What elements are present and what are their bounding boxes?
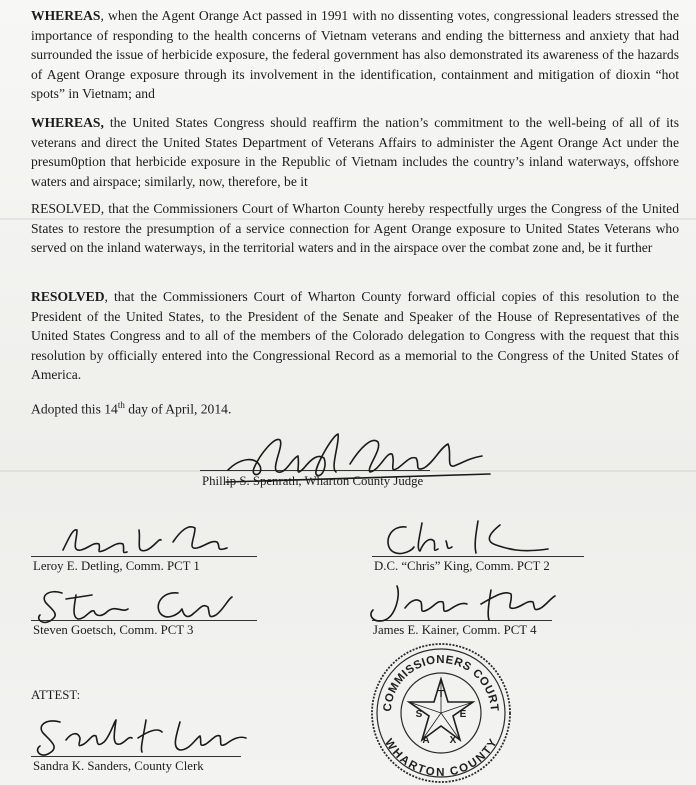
resolved-paragraph-1 bbox=[31, 199, 679, 258]
paragraph-text: , when the Agent Orange Act passed in 1991 with no dissenting votes, congressional leaders stressed the importance of responding to the health concerns of Vietnam veterans and ending the bitterness and anxiety that had surrounded the issue of herbicide exposure, the federal government has also demonstrated its awareness of the hazards of Agent Orange exposure through its involvement in the identification, containment and mitigation of dioxin “hot spots” in Vietnam; and bbox=[31, 8, 679, 102]
paragraph-text: the United States Congress should reaffirm the nation’s commitment to the well-being of all of its veterans and direct the United States Department of Veterans Affairs to administer the Agent Orange Act under the presum0ption that herbicide exposure in the Republic of Vietnam includes the country’s inland waterways, offshore waters and airspace; similarly, now, therefore, be it bbox=[31, 115, 679, 189]
pct3-signature bbox=[32, 585, 242, 627]
paragraph-text: RESOLVED, that the Commissioners Court of Wharton County hereby respectfully urges the Congress of the United States to restore the presumption of a service connection for Agent Orange exposure to United States Veterans who served on the inland waterways, in the territorial waters and in the airspace over the combat zone and, be it further bbox=[31, 201, 679, 256]
resolved-paragraph-2 bbox=[31, 287, 679, 385]
seal-letter: S bbox=[415, 709, 423, 720]
seal-letter: T bbox=[437, 689, 445, 700]
paragraph-text: , that the Commissioners Court of Wharton County forward official copies of this resolution to the President of the United States, to the President of the Senate and Speaker of the House of Representatives of the United States Congress and to all of the members of the Colorado delegation to Congress with the request that this resolution by officially entered into the Congressional Record as a memorial to the Congress of the United States of America. bbox=[31, 289, 679, 383]
seal-bottom-text: WHARTON COUNTY bbox=[382, 736, 500, 780]
pct1-signature bbox=[55, 520, 235, 562]
paragraph-lead: WHEREAS bbox=[31, 8, 101, 23]
attest-label: ATTEST: bbox=[31, 688, 81, 702]
pct4-name-label: James E. Kainer, Comm. PCT 4 bbox=[373, 623, 537, 637]
adopted-date: Adopted this 14th day of April, 2014. bbox=[31, 400, 232, 417]
pct2-signature bbox=[380, 515, 570, 565]
pct3-name-label: Steven Goetsch, Comm. PCT 3 bbox=[33, 623, 194, 637]
whereas-paragraph-2 bbox=[31, 113, 679, 191]
seal-letter: E bbox=[459, 709, 467, 720]
svg-text:WHARTON COUNTY bbox=[382, 737, 500, 779]
whereas-paragraph-1 bbox=[31, 6, 679, 104]
clerk-name-label: Sandra K. Sanders, County Clerk bbox=[33, 759, 204, 773]
paragraph-lead: RESOLVED bbox=[31, 289, 105, 304]
paragraph-lead: WHEREAS, bbox=[31, 115, 104, 130]
pct1-name-label: Leroy E. Detling, Comm. PCT 1 bbox=[33, 559, 200, 573]
seal-letter: X bbox=[449, 735, 457, 746]
seal-top-text: COMMISSIONERS COURT bbox=[381, 653, 501, 713]
pct4-signature bbox=[355, 580, 565, 628]
judge-name-label: Phillip S. Spenrath, Wharton County Judge bbox=[202, 474, 424, 488]
county-seal bbox=[369, 641, 513, 785]
seal-letter: A bbox=[422, 735, 430, 746]
clerk-signature bbox=[30, 712, 255, 762]
pct2-name-label: D.C. “Chris” King, Comm. PCT 2 bbox=[374, 559, 550, 573]
